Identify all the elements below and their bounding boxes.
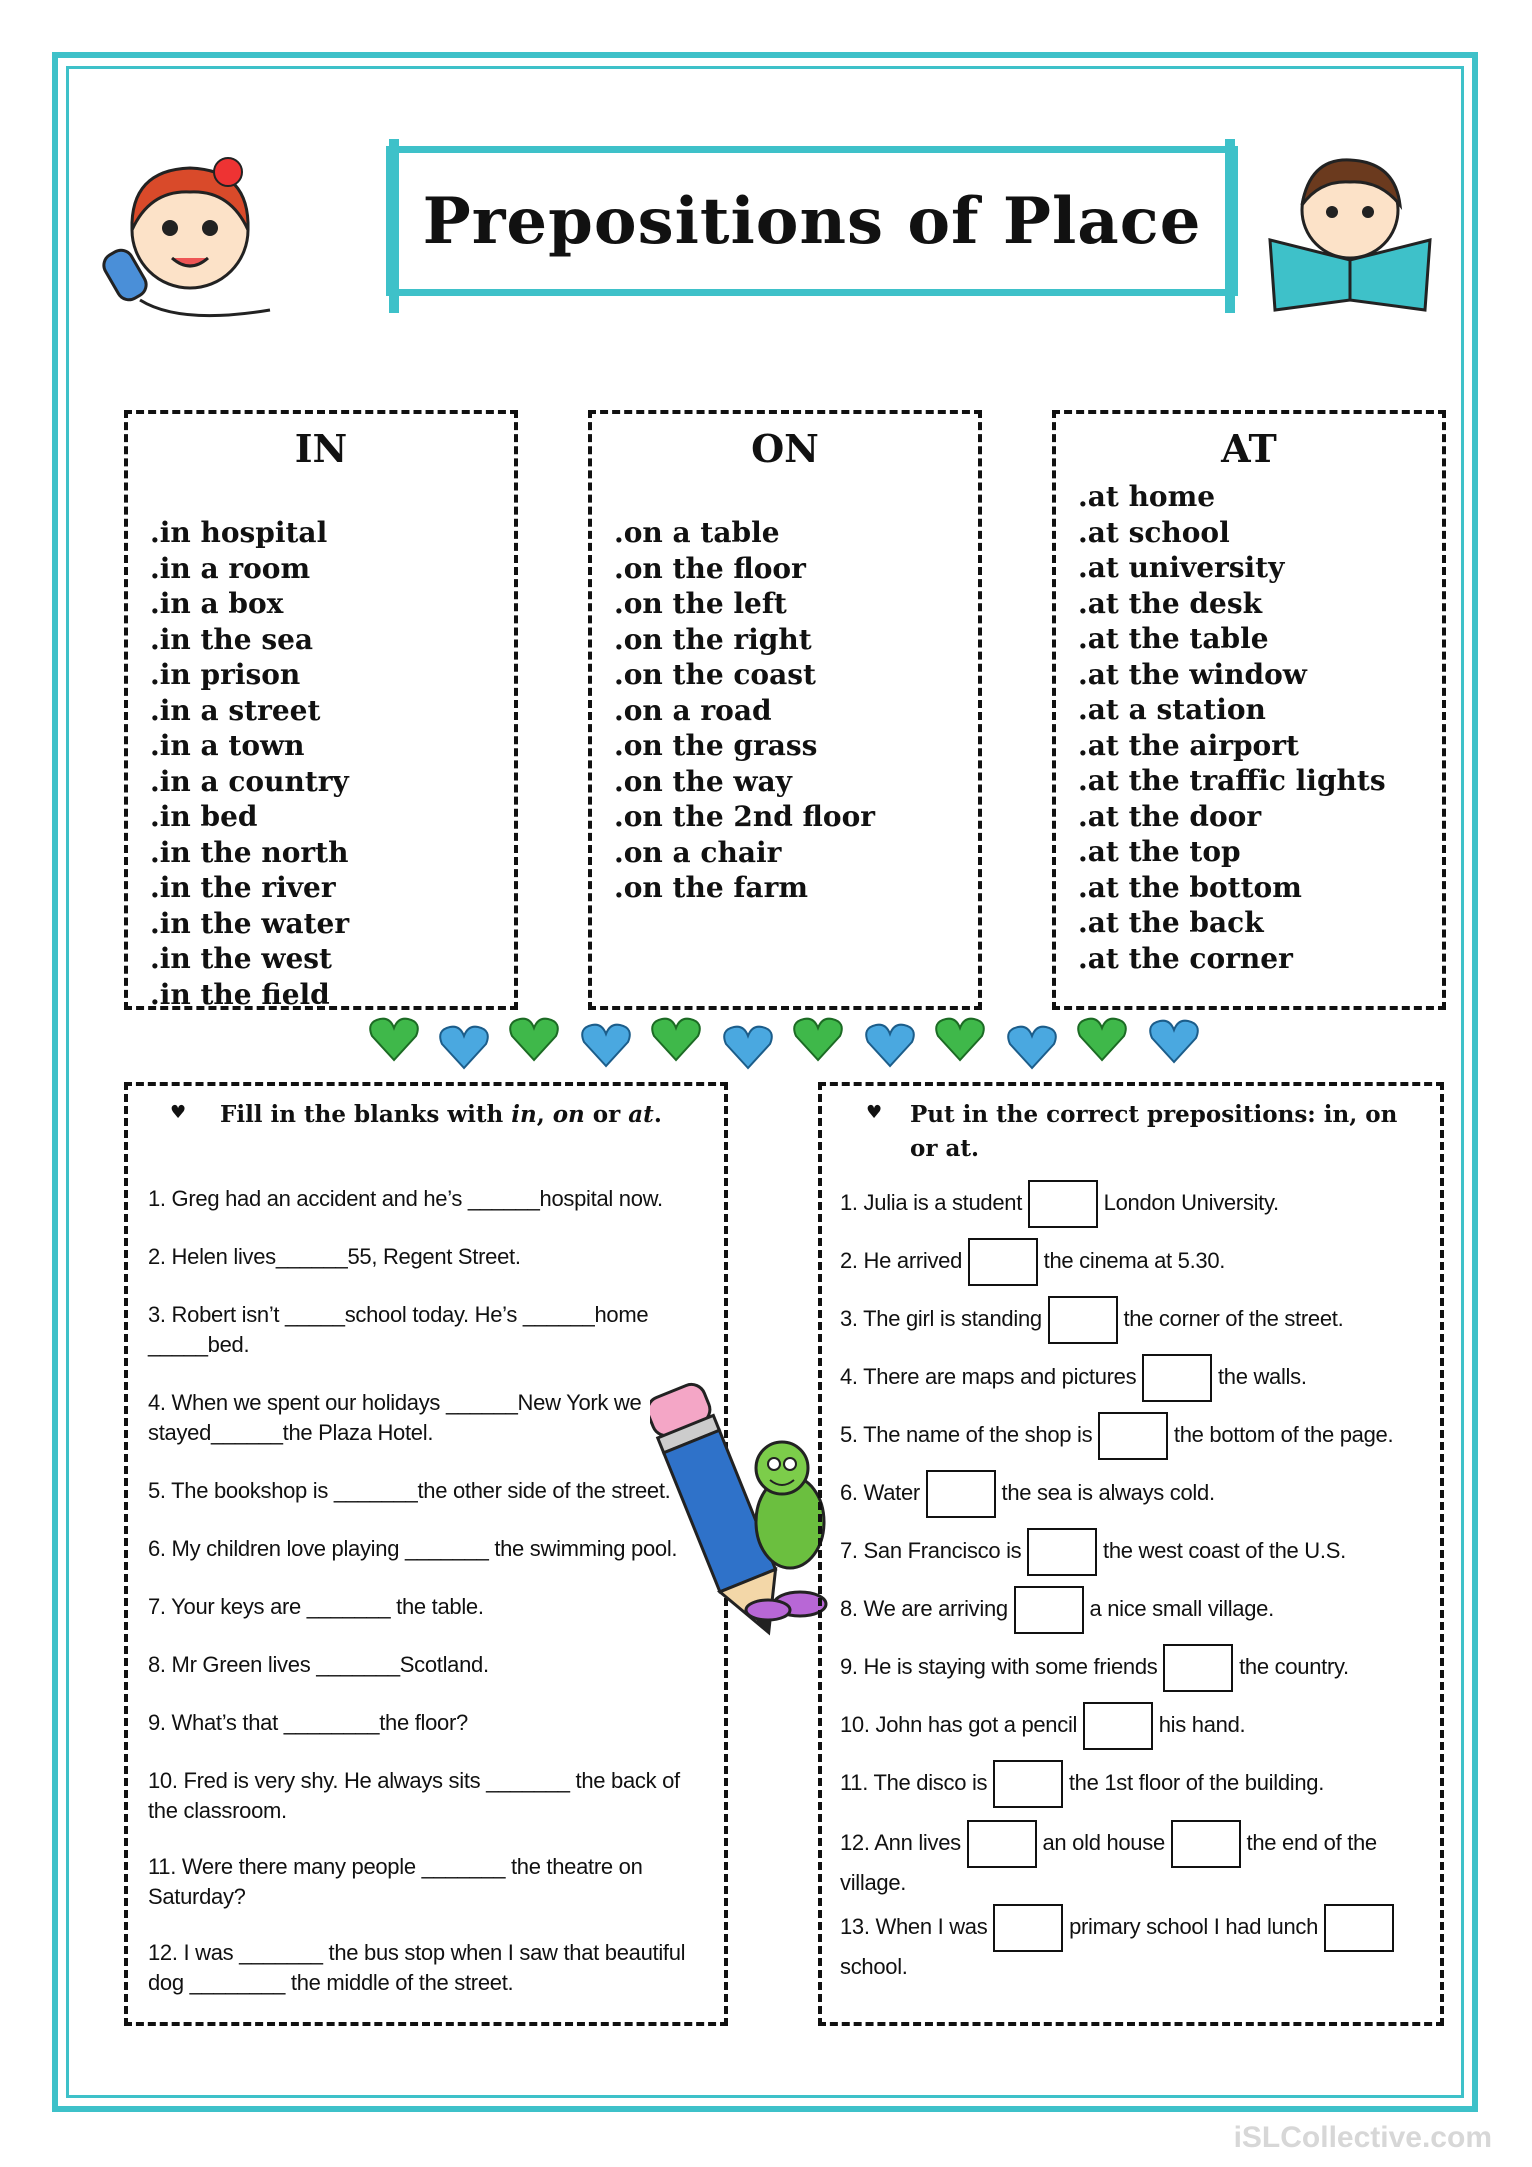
question: 10. John has got a pencil his hand. — [840, 1702, 1245, 1750]
blue-heart-icon — [864, 1022, 916, 1068]
in-heading: IN — [294, 426, 348, 471]
list-item: .at the bottom — [1078, 870, 1302, 904]
green-heart-icon — [1076, 1016, 1128, 1062]
green-heart-icon — [934, 1016, 986, 1062]
question: 3. The girl is standing the corner of the street. — [840, 1296, 1343, 1344]
list-item: .on the way — [614, 764, 792, 798]
list-item: .in the north — [150, 835, 349, 869]
list-item: .in the river — [150, 871, 336, 904]
blue-heart-icon — [1148, 1018, 1200, 1064]
list-item: .on the left — [614, 587, 787, 620]
list-item: .at the traffic lights — [1078, 764, 1386, 797]
answer-box[interactable] — [993, 1760, 1063, 1808]
exercise2-instruction: Put in the correct prepositions: in, on or at. — [910, 1101, 1398, 1162]
blue-heart-icon — [722, 1024, 774, 1070]
question: 9. What’s that ________the floor? — [148, 1710, 468, 1735]
on-heading: ON — [751, 426, 819, 471]
list-item: .in the field — [150, 977, 330, 1011]
list-item: .in the water — [150, 906, 350, 940]
list-item: .in a room — [150, 551, 311, 585]
boy-reading-clipart — [1250, 150, 1450, 320]
green-heart-icon — [650, 1016, 702, 1062]
question: 8. We are arriving a nice small village. — [840, 1586, 1274, 1634]
answer-box[interactable] — [1027, 1528, 1097, 1576]
exercise1-instruction: Fill in the blanks with in, on or at. — [220, 1101, 662, 1128]
on-column — [588, 410, 982, 1010]
list-item: .at the door — [1078, 799, 1262, 833]
list-item: .on a road — [614, 693, 772, 727]
answer-box[interactable] — [993, 1904, 1063, 1952]
question: 11. The disco is the 1st floor of the building. — [840, 1760, 1324, 1808]
list-item: .at university — [1078, 551, 1285, 584]
blue-heart-icon — [1006, 1024, 1058, 1070]
question: 11. Were there many people _______ the theatre on Saturday? — [148, 1854, 643, 1909]
blue-heart-icon — [438, 1024, 490, 1070]
question: 1. Julia is a student London University. — [840, 1180, 1279, 1228]
at-heading: AT — [1221, 426, 1277, 471]
answer-box[interactable] — [1098, 1412, 1168, 1460]
question: 1. Greg had an accident and he’s ______hospital now. — [148, 1186, 663, 1211]
in-column — [124, 410, 518, 1010]
list-item: .at the back — [1078, 906, 1264, 939]
answer-box[interactable] — [926, 1470, 996, 1518]
list-item: .on the floor — [614, 551, 806, 585]
question: 8. Mr Green lives _______Scotland. — [148, 1652, 489, 1677]
list-item: .at home — [1078, 480, 1216, 513]
question: 12. I was _______ the bus stop when I saw that beautiful dog ________ the middle of the street. — [148, 1940, 686, 1995]
question: 2. He arrived the cinema at 5.30. — [840, 1238, 1225, 1286]
list-item: .on the farm — [614, 871, 808, 904]
list-item: .at a station — [1078, 693, 1266, 726]
answer-box[interactable] — [1324, 1904, 1394, 1952]
list-item: .at the top — [1078, 835, 1241, 868]
question: 2. Helen lives______55, Regent Street. — [148, 1244, 521, 1269]
answer-box[interactable] — [968, 1238, 1038, 1286]
list-item: .on the coast — [614, 658, 816, 691]
at-column — [1052, 410, 1446, 1010]
green-heart-icon — [368, 1016, 420, 1062]
list-item: .in a street — [150, 693, 321, 727]
list-item: .in a country — [150, 764, 349, 798]
list-item: .in the west — [150, 942, 332, 975]
answer-box[interactable] — [1083, 1702, 1153, 1750]
list-item: .at the desk — [1078, 586, 1262, 620]
answer-box[interactable] — [1014, 1586, 1084, 1634]
list-item: .in the sea — [150, 622, 314, 656]
list-item: .on the right — [614, 622, 812, 656]
page-title: Prepositions of Place — [422, 183, 1202, 259]
list-item: .at school — [1078, 515, 1230, 549]
list-item: .in prison — [150, 658, 301, 691]
question: 12. Ann lives an old house the end of the village. — [840, 1820, 1440, 1898]
question: 13. When I was primary school I had lunch school. — [840, 1904, 1440, 1982]
list-item: .at the window — [1078, 657, 1307, 691]
watermark: iSLCollective.com — [1233, 2121, 1492, 2154]
question: 10. Fred is very shy. He always sits _______ the back of the classroom. — [148, 1768, 680, 1823]
list-item: .in a box — [150, 587, 284, 620]
list-item: .in a town — [150, 729, 305, 762]
question: 9. He is staying with some friends the country. — [840, 1644, 1349, 1692]
title-banner — [386, 146, 1238, 296]
list-item: .at the airport — [1078, 728, 1299, 762]
answer-box[interactable] — [1048, 1296, 1118, 1344]
question: 6. My children love playing _______ the swimming pool. — [148, 1536, 678, 1561]
list-item: .in bed — [150, 800, 258, 833]
answer-box[interactable] — [1142, 1354, 1212, 1402]
list-item: .on the grass — [614, 729, 818, 762]
blue-heart-icon — [580, 1022, 632, 1068]
green-heart-icon — [508, 1016, 560, 1062]
list-item: .in hospital — [150, 516, 328, 549]
heart-bullet-icon: ♥ — [170, 1102, 187, 1123]
answer-box[interactable] — [1163, 1644, 1233, 1692]
green-heart-icon — [792, 1016, 844, 1062]
exercise-correct-prepositions — [818, 1082, 1444, 2026]
question: 4. When we spent our holidays ______New York we stayed______the Plaza Hotel. — [148, 1390, 642, 1445]
heart-divider — [368, 1012, 1228, 1072]
answer-box[interactable] — [967, 1820, 1037, 1868]
answer-box[interactable] — [1028, 1180, 1098, 1228]
list-item: .on the 2nd floor — [614, 800, 876, 833]
girl-phone-clipart — [100, 150, 280, 330]
list-item: .at the corner — [1078, 941, 1293, 975]
answer-box[interactable] — [1171, 1820, 1241, 1868]
heart-bullet-icon: ♥ — [866, 1102, 883, 1123]
question: 3. Robert isn’t _____school today. He’s ______home _____bed. — [148, 1302, 649, 1357]
list-item: .on a chair — [614, 835, 782, 869]
question: 7. Your keys are _______ the table. — [148, 1594, 484, 1619]
question: 5. The bookshop is _______the other side of the street. — [148, 1478, 671, 1503]
question: 6. Water the sea is always cold. — [840, 1470, 1215, 1518]
question: 5. The name of the shop is the bottom of the page. — [840, 1412, 1393, 1460]
question: 4. There are maps and pictures the walls. — [840, 1354, 1307, 1402]
question: 7. San Francisco is the west coast of the U.S. — [840, 1528, 1346, 1576]
list-item: .at the table — [1078, 622, 1269, 655]
list-item: .on a table — [614, 516, 780, 549]
exercise-fill-blanks — [124, 1082, 728, 2026]
